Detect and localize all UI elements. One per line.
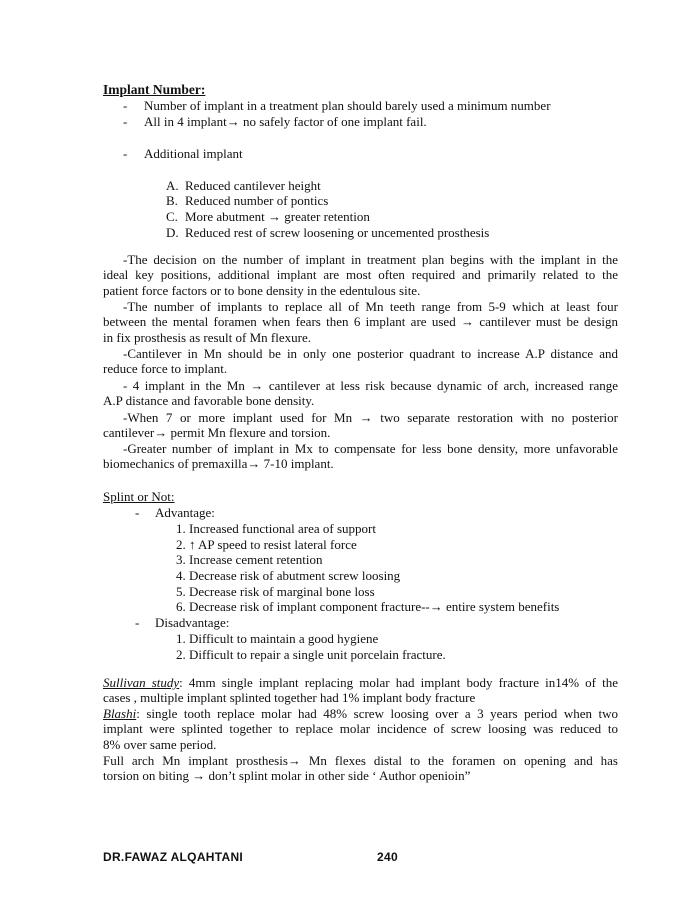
disadvantage-heading: - Disadvantage: [135,615,230,630]
full-arch-note: Full arch Mn implant prosthesis→ Mn flexes distal to the foramen on opening and has torsion on biting → don’t splint molar in other side ‘ Author openioin” [103,753,618,784]
advantage-heading: - Advantage: [135,505,215,520]
paragraph: -Greater number of implant in Mx to compensate for less bone density, more unfavorable biomechanics of premaxilla→ 7-10 implant. [103,441,618,472]
bullet-item: - Number of implant in a treatment plan should barely used a minimum number [123,98,551,113]
paragraph: -The decision on the number of implant in treatment plan begins with the implant in the ideal key positions, additional implant are most often required and primarily related to the patient force factors or to bone density in the edentulous site. [103,252,618,298]
list-item: C. More abutment → greater retention [166,209,370,224]
list-item: A. Reduced cantilever height [166,178,321,193]
list-item: 1. Increased functional area of support [176,521,376,536]
bullet-item: - All in 4 implant→ no safely factor of one implant fail. [123,114,427,129]
paragraph: - 4 implant in the Mn → cantilever at less risk because dynamic of arch, increased range A.P distance and favorable bone density. [103,378,618,409]
implant-number-title: Implant Number: [103,82,206,97]
list-item: 1. Difficult to maintain a good hygiene [176,631,379,646]
list-item: B. Reduced number of pontics [166,193,329,208]
list-item: 2. ↑ AP speed to resist lateral force [176,537,357,552]
bullet-item: - Additional implant [123,146,243,161]
sullivan-study: Sullivan study: 4mm single implant replacing molar had implant body fracture in14% of the cases , multiple implant splinted together had 1% implant body fracture [103,675,618,706]
page-number: 240 [377,850,398,864]
splint-title: Splint or Not: [103,489,175,504]
list-item: 2. Difficult to repair a single unit porcelain fracture. [176,647,446,662]
paragraph: -When 7 or more implant used for Mn → two separate restoration with no posterior cantilever→ permit Mn flexure and torsion. [103,410,618,441]
blashi-study: Blashi: single tooth replace molar had 48% screw loosing over a 3 years period when two implant were splinted together to replace molar incidence of screw loosing was reduced to 8% over same period. [103,706,618,752]
list-item: 6. Decrease risk of implant component fracture--→ entire system benefits [176,599,560,614]
footer-author: DR.FAWAZ ALQAHTANI [103,850,244,864]
list-item: 4. Decrease risk of abutment screw loosing [176,568,401,583]
paragraph: -The number of implants to replace all of Mn teeth range from 5-9 which at least four between the mental foramen when fears then 6 implant are used → cantilever must be design in fix prosthesis as result of Mn flexure. [103,299,618,345]
list-item: D. Reduced rest of screw loosening or uncemented prosthesis [166,225,490,240]
list-item: 3. Increase cement retention [176,552,323,567]
paragraph: -Cantilever in Mn should be in only one posterior quadrant to increase A.P distance and reduce force to implant. [103,346,618,377]
list-item: 5. Decrease risk of marginal bone loss [176,584,375,599]
